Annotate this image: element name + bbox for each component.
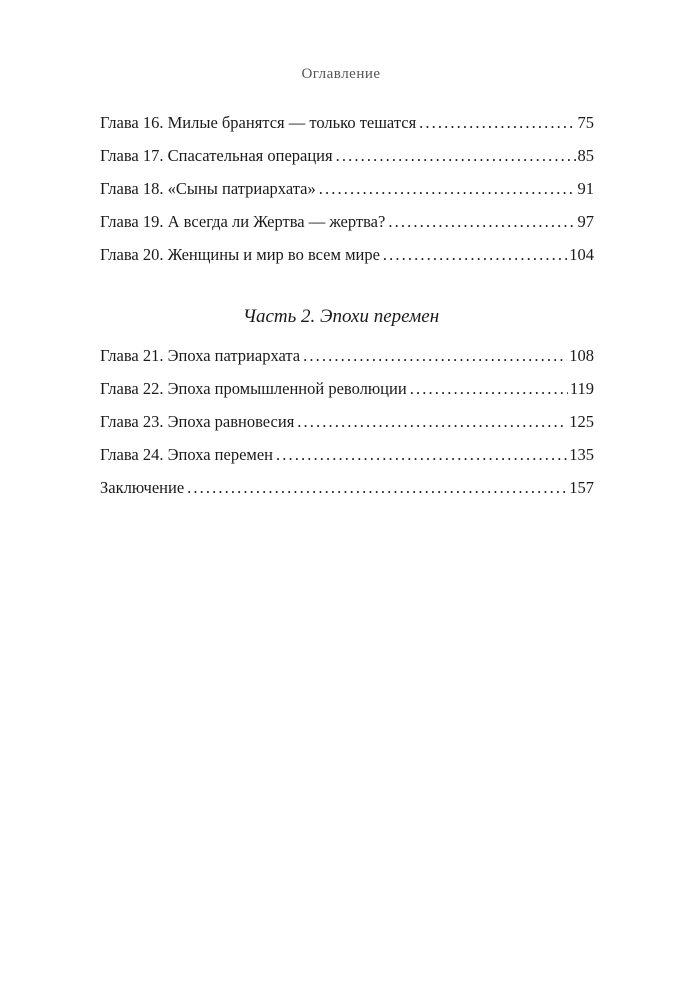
toc-entry-title: Глава 21. Эпоха патриархата	[100, 346, 301, 365]
toc-dot-leader	[303, 339, 567, 372]
toc-entry-title: Глава 24. Эпоха перемен	[100, 445, 273, 464]
toc-entry-title: Глава 23. Эпоха равновесия	[100, 412, 295, 431]
toc-entry[interactable]	[100, 372, 594, 405]
toc-entry-title: Заключение	[100, 478, 185, 497]
toc-entry-page: 85	[577, 146, 594, 165]
toc-entry[interactable]	[100, 471, 594, 504]
toc-entry[interactable]	[100, 238, 594, 271]
toc-entry[interactable]	[100, 172, 594, 205]
toc-entry[interactable]	[100, 405, 594, 438]
toc-entry[interactable]	[100, 438, 594, 471]
toc-entry-page: 91	[577, 179, 594, 198]
toc-dot-leader	[297, 405, 567, 438]
part-heading: Часть 2. Эпохи перемен	[242, 306, 440, 327]
toc-entry-page: 75	[577, 113, 594, 132]
toc-dot-leader	[336, 139, 576, 172]
toc-dot-leader	[410, 372, 568, 405]
toc-dot-leader	[319, 172, 576, 205]
toc-entry[interactable]	[100, 139, 594, 172]
toc-dot-leader	[276, 438, 567, 471]
toc-entry-title: Глава 22. Эпоха промышленной революции	[100, 379, 407, 398]
toc-entry-page: 157	[569, 478, 594, 497]
toc-entry-page: 108	[569, 346, 594, 365]
running-head: Оглавление	[301, 66, 381, 82]
toc-entry-page: 119	[569, 379, 594, 398]
toc-dot-leader	[187, 471, 567, 504]
toc-dot-leader	[383, 238, 567, 271]
toc-list-part2	[100, 339, 594, 504]
toc-entry-page: 135	[569, 445, 594, 464]
toc-dot-leader	[388, 205, 575, 238]
toc-entry[interactable]	[100, 205, 594, 238]
toc-list-part1	[100, 106, 594, 271]
toc-entry-page: 97	[577, 212, 594, 231]
toc-entry-page: 125	[569, 412, 594, 431]
toc-dot-leader	[419, 106, 575, 139]
toc-entry-title: Глава 19. А всегда ли Жертва — жертва?	[100, 212, 386, 231]
toc-entry[interactable]	[100, 339, 594, 372]
toc-entry-page: 104	[569, 245, 594, 264]
toc-entry[interactable]	[100, 106, 594, 139]
toc-entry-title: Глава 16. Милые бранятся — только тешатся	[100, 113, 417, 132]
toc-entry-title: Глава 18. «Сыны патриархата»	[100, 179, 316, 198]
toc-entry-title: Глава 17. Спасательная операция	[100, 146, 333, 165]
toc-entry-title: Глава 20. Женщины и мир во всем мире	[100, 245, 380, 264]
